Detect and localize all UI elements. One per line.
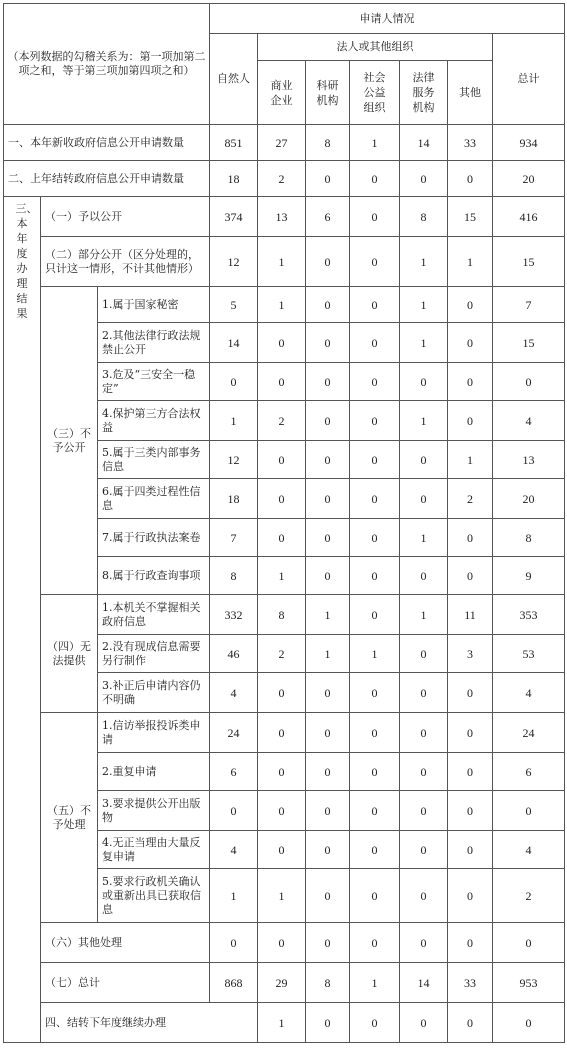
cell-value: 5 bbox=[210, 287, 258, 323]
cell-value: 0 bbox=[400, 479, 448, 519]
cell-value: 0 bbox=[448, 713, 493, 753]
cell-value: 0 bbox=[448, 323, 493, 363]
cell-value: 0 bbox=[493, 363, 565, 401]
cell-value: 8 bbox=[493, 519, 565, 557]
table-row bbox=[4, 1003, 565, 1043]
subgroup-unable-label: （四）无法提供 bbox=[41, 595, 98, 713]
cell-value: 0 bbox=[448, 557, 493, 595]
table-row bbox=[4, 125, 565, 161]
cell-value: 0 bbox=[350, 869, 400, 923]
cell-value: 0 bbox=[350, 363, 400, 401]
row-label: 8.属于行政查询事项 bbox=[98, 557, 210, 595]
cell-value: 27 bbox=[258, 125, 306, 161]
cell-value: 1 bbox=[400, 323, 448, 363]
cell-value: 0 bbox=[306, 401, 350, 441]
cell-value: 1 bbox=[258, 557, 306, 595]
cell-value: 0 bbox=[258, 519, 306, 557]
cell-value: 0 bbox=[306, 673, 350, 713]
cell-value: 0 bbox=[258, 713, 306, 753]
cell-value: 0 bbox=[350, 287, 400, 323]
gov-info-disclosure-table bbox=[3, 3, 565, 1043]
cell-value: 0 bbox=[306, 791, 350, 831]
cell-value: 0 bbox=[448, 869, 493, 923]
cell-value: 12 bbox=[210, 237, 258, 287]
cell-value: 6 bbox=[210, 753, 258, 791]
row-label: 2.重复申请 bbox=[98, 753, 210, 791]
cell-value: 0 bbox=[350, 1003, 400, 1043]
cell-value: 0 bbox=[493, 1003, 565, 1043]
cell-value: 0 bbox=[400, 923, 448, 963]
row-label: 4.无正当理由大量反复申请 bbox=[98, 831, 210, 869]
cell-value: 0 bbox=[210, 791, 258, 831]
cell-value: 15 bbox=[448, 197, 493, 237]
cell-value: 1 bbox=[306, 635, 350, 673]
row-label: 5.属于三类内部事务信息 bbox=[98, 441, 210, 479]
cell-value: 3 bbox=[448, 635, 493, 673]
cell-value: 1 bbox=[350, 635, 400, 673]
cell-value: 0 bbox=[258, 363, 306, 401]
cell-value: 0 bbox=[448, 1003, 493, 1043]
cell-value: 0 bbox=[350, 595, 400, 635]
cell-value: 0 bbox=[448, 831, 493, 869]
cell-value: 0 bbox=[448, 401, 493, 441]
cell-value: 1 bbox=[448, 237, 493, 287]
col-header-total: 总计 bbox=[493, 34, 565, 125]
cell-value: 1 bbox=[400, 287, 448, 323]
cell-value: 0 bbox=[350, 197, 400, 237]
cell-value: 0 bbox=[350, 519, 400, 557]
row-label: （一）予以公开 bbox=[41, 197, 210, 237]
cell-value: 953 bbox=[493, 963, 565, 1003]
cell-value: 2 bbox=[493, 869, 565, 923]
cell-value: 4 bbox=[210, 673, 258, 713]
cell-value: 0 bbox=[400, 161, 448, 197]
cell-value: 1 bbox=[400, 401, 448, 441]
cell-value: 0 bbox=[306, 323, 350, 363]
cell-value: 2 bbox=[258, 161, 306, 197]
cell-value: 0 bbox=[258, 323, 306, 363]
cell-value: 0 bbox=[306, 441, 350, 479]
legal-group-header: 法人或其他组织 bbox=[258, 34, 493, 61]
row-label: 1.属于国家秘密 bbox=[98, 287, 210, 323]
table-row bbox=[4, 197, 565, 237]
cell-value: 8 bbox=[306, 963, 350, 1003]
cell-value: 0 bbox=[258, 791, 306, 831]
cell-value: 0 bbox=[350, 323, 400, 363]
cell-value: 11 bbox=[448, 595, 493, 635]
table-row bbox=[4, 595, 565, 635]
cell-value: 0 bbox=[400, 635, 448, 673]
col-header-other: 其他 bbox=[448, 61, 493, 125]
table-row bbox=[4, 287, 565, 323]
cell-value: 0 bbox=[258, 441, 306, 479]
cell-value: 13 bbox=[258, 197, 306, 237]
row-label: 二、上年结转政府信息公开申请数量 bbox=[4, 161, 210, 197]
cell-value: 7 bbox=[493, 287, 565, 323]
cell-value: 353 bbox=[493, 595, 565, 635]
cell-value: 0 bbox=[493, 923, 565, 963]
cell-value: 0 bbox=[448, 791, 493, 831]
row-label: 6.属于四类过程性信息 bbox=[98, 479, 210, 519]
cell-value: 934 bbox=[493, 125, 565, 161]
cell-value: 0 bbox=[306, 363, 350, 401]
table-row bbox=[4, 161, 565, 197]
table-row bbox=[4, 963, 565, 1003]
cell-value: 6 bbox=[306, 197, 350, 237]
row-label: 一、本年新收政府信息公开申请数量 bbox=[4, 125, 210, 161]
cell-value: 46 bbox=[210, 635, 258, 673]
cell-value: 1 bbox=[210, 869, 258, 923]
cell-value: 0 bbox=[448, 363, 493, 401]
cell-value: 0 bbox=[210, 923, 258, 963]
row-label: 1.本机关不掌握相关政府信息 bbox=[98, 595, 210, 635]
cell-value: 2 bbox=[258, 635, 306, 673]
cell-value: 0 bbox=[350, 831, 400, 869]
row-label: 3.要求提供公开出版物 bbox=[98, 791, 210, 831]
row-label: 3.危及“三安全一稳定” bbox=[98, 363, 210, 401]
row-label: 2.没有现成信息需要另行制作 bbox=[98, 635, 210, 673]
cell-value: 0 bbox=[350, 479, 400, 519]
cell-value: 0 bbox=[493, 791, 565, 831]
row-label: 1.信访举报投诉类申请 bbox=[98, 713, 210, 753]
row-label: 7.属于行政执法案卷 bbox=[98, 519, 210, 557]
cell-value: 6 bbox=[493, 753, 565, 791]
cell-value: 0 bbox=[448, 519, 493, 557]
cell-value: 0 bbox=[350, 161, 400, 197]
cell-value: 15 bbox=[493, 323, 565, 363]
cell-value: 1 bbox=[258, 869, 306, 923]
cell-value: 851 bbox=[210, 125, 258, 161]
cell-value: 0 bbox=[400, 831, 448, 869]
cell-value: 0 bbox=[448, 287, 493, 323]
cell-value: 53 bbox=[493, 635, 565, 673]
cell-value: 13 bbox=[493, 441, 565, 479]
cell-value: 1 bbox=[350, 125, 400, 161]
cell-value: 0 bbox=[306, 479, 350, 519]
cell-value: 24 bbox=[493, 713, 565, 753]
row-label: 四、结转下年度继续办理 bbox=[41, 1003, 258, 1043]
cell-value: 1 bbox=[400, 237, 448, 287]
cell-value: 29 bbox=[258, 963, 306, 1003]
cell-value: 0 bbox=[306, 869, 350, 923]
col-header-research: 科研机构 bbox=[306, 61, 350, 125]
col-header-commercial: 商业企业 bbox=[258, 61, 306, 125]
cell-value: 0 bbox=[258, 479, 306, 519]
header-note: （本列数据的勾稽关系为：第一项加第二项之和，等于第三项加第四项之和） bbox=[4, 4, 210, 125]
row-label: 3.补正后申请内容仍不明确 bbox=[98, 673, 210, 713]
cell-value: 0 bbox=[350, 401, 400, 441]
cell-value: 0 bbox=[258, 831, 306, 869]
col-header-legal: 法律服务机构 bbox=[400, 61, 448, 125]
cell-value: 0 bbox=[400, 441, 448, 479]
cell-value: 0 bbox=[400, 753, 448, 791]
cell-value: 0 bbox=[350, 791, 400, 831]
cell-value: 0 bbox=[400, 673, 448, 713]
cell-value: 0 bbox=[400, 363, 448, 401]
cell-value: 4 bbox=[210, 831, 258, 869]
col-header-natural-person: 自然人 bbox=[210, 34, 258, 125]
cell-value: 20 bbox=[493, 479, 565, 519]
cell-value: 24 bbox=[210, 713, 258, 753]
cell-value: 1 bbox=[258, 1003, 306, 1043]
cell-value: 8 bbox=[258, 595, 306, 635]
cell-value: 374 bbox=[210, 197, 258, 237]
cell-value: 868 bbox=[210, 963, 258, 1003]
cell-value: 2 bbox=[448, 479, 493, 519]
cell-value: 1 bbox=[258, 287, 306, 323]
cell-value: 0 bbox=[448, 753, 493, 791]
cell-value: 0 bbox=[400, 869, 448, 923]
cell-value: 8 bbox=[210, 557, 258, 595]
cell-value: 0 bbox=[350, 557, 400, 595]
row-label: （七）总计 bbox=[41, 963, 210, 1003]
cell-value: 1 bbox=[258, 237, 306, 287]
cell-value: 0 bbox=[350, 713, 400, 753]
cell-value: 1 bbox=[350, 963, 400, 1003]
cell-value: 14 bbox=[400, 125, 448, 161]
table-row bbox=[4, 237, 565, 287]
cell-value: 4 bbox=[493, 831, 565, 869]
cell-value: 0 bbox=[350, 923, 400, 963]
cell-value: 8 bbox=[400, 197, 448, 237]
cell-value: 0 bbox=[306, 161, 350, 197]
cell-value: 0 bbox=[306, 753, 350, 791]
cell-value: 0 bbox=[258, 673, 306, 713]
cell-value: 0 bbox=[350, 237, 400, 287]
cell-value: 0 bbox=[448, 673, 493, 713]
row-label: （二）部分公开（区分处理的，只计这一情形，不计其他情形） bbox=[41, 237, 210, 287]
cell-value: 0 bbox=[306, 1003, 350, 1043]
cell-value: 332 bbox=[210, 595, 258, 635]
table-row bbox=[4, 713, 565, 753]
cell-value: 0 bbox=[350, 673, 400, 713]
cell-value: 1 bbox=[400, 595, 448, 635]
cell-value: 7 bbox=[210, 519, 258, 557]
cell-value: 0 bbox=[400, 1003, 448, 1043]
cell-value: 0 bbox=[400, 557, 448, 595]
cell-value: 0 bbox=[350, 753, 400, 791]
subgroup-no-process-label: （五）不予处理 bbox=[41, 713, 98, 923]
cell-value: 33 bbox=[448, 125, 493, 161]
cell-value: 15 bbox=[493, 237, 565, 287]
cell-value: 1 bbox=[306, 595, 350, 635]
cell-value: 0 bbox=[306, 287, 350, 323]
cell-value: 0 bbox=[306, 557, 350, 595]
cell-value: 0 bbox=[306, 713, 350, 753]
row-label: 5.要求行政机关确认或重新出具已获取信息 bbox=[98, 869, 210, 923]
cell-value: 0 bbox=[210, 363, 258, 401]
cell-value: 0 bbox=[258, 923, 306, 963]
cell-value: 0 bbox=[258, 753, 306, 791]
cell-value: 18 bbox=[210, 161, 258, 197]
cell-value: 14 bbox=[400, 963, 448, 1003]
cell-value: 12 bbox=[210, 441, 258, 479]
cell-value: 0 bbox=[306, 831, 350, 869]
applicant-group-header: 申请人情况 bbox=[210, 4, 565, 34]
row-label: 4.保护第三方合法权益 bbox=[98, 401, 210, 441]
row-label: （六）其他处理 bbox=[41, 923, 210, 963]
cell-value: 0 bbox=[400, 713, 448, 753]
cell-value: 4 bbox=[493, 673, 565, 713]
cell-value: 1 bbox=[400, 519, 448, 557]
cell-value: 0 bbox=[448, 923, 493, 963]
cell-value: 1 bbox=[210, 401, 258, 441]
row-label: 2.其他法律行政法规禁止公开 bbox=[98, 323, 210, 363]
section-three-label: 三、本年度办理结果 bbox=[4, 197, 41, 1043]
cell-value: 1 bbox=[448, 441, 493, 479]
col-header-social: 社会公益组织 bbox=[350, 61, 400, 125]
cell-value: 0 bbox=[350, 441, 400, 479]
cell-value: 0 bbox=[400, 791, 448, 831]
cell-value: 0 bbox=[306, 519, 350, 557]
cell-value: 9 bbox=[493, 557, 565, 595]
cell-value: 0 bbox=[448, 161, 493, 197]
cell-value: 14 bbox=[210, 323, 258, 363]
table-row bbox=[4, 923, 565, 963]
subgroup-withhold-label: （三）不予公开 bbox=[41, 287, 98, 595]
cell-value: 18 bbox=[210, 479, 258, 519]
cell-value: 4 bbox=[493, 401, 565, 441]
cell-value: 0 bbox=[306, 237, 350, 287]
cell-value: 20 bbox=[493, 161, 565, 197]
cell-value: 416 bbox=[493, 197, 565, 237]
cell-value: 8 bbox=[306, 125, 350, 161]
cell-value: 33 bbox=[448, 963, 493, 1003]
cell-value: 0 bbox=[306, 923, 350, 963]
cell-value: 2 bbox=[258, 401, 306, 441]
